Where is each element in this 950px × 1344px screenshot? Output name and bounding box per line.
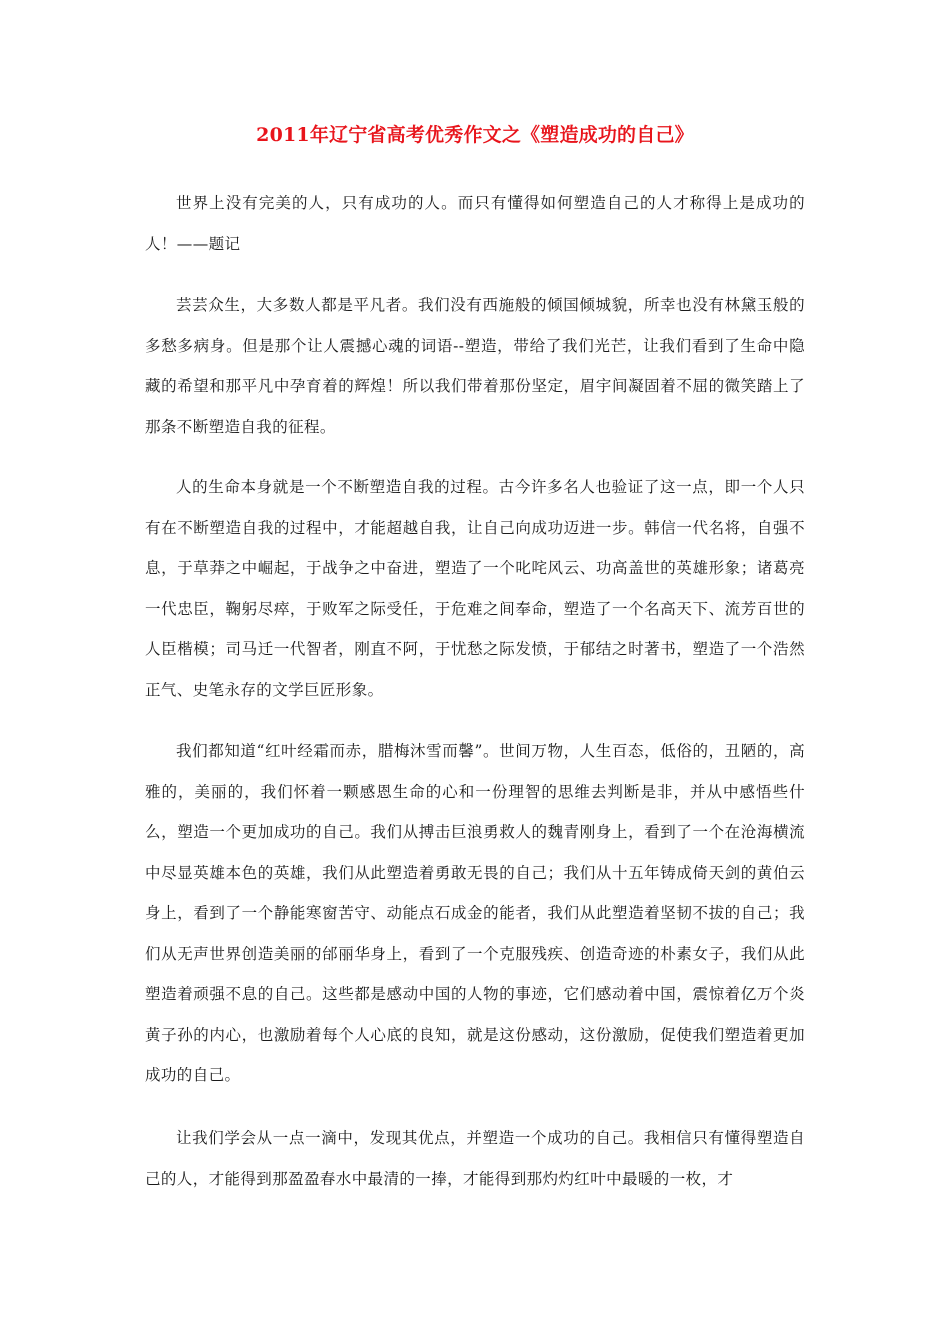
paragraph-conclusion: 让我们学会从一点一滴中，发现其优点，并塑造一个成功的自己。我相信只有懂得塑造自己的人，才能得到那盈盈春水中最清的一捧，才能得到那灼灼红叶中最暖的一枚，才 (145, 1129, 805, 1188)
paragraph-intro: 芸芸众生，大多数人都是平凡者。我们没有西施般的倾国倾城貌，所幸也没有林黛玉般的多愁多病身。但是那个让人震撼心魂的词语--塑造，带给了我们光芒，让我们看到了生命中隐藏的希望和那平凡中孕育着的辉煌！所以我们带着那份坚定，眉宇间凝固着不屈的微笑踏上了那条不断塑造自我的征程。 (145, 296, 805, 436)
document-title: 2011年辽宁省高考优秀作文之《塑造成功的自己》 (256, 124, 694, 146)
paragraph-epigraph: 世界上没有完美的人，只有成功的人。而只有懂得如何塑造自己的人才称得上是成功的人！——题记 (145, 194, 805, 253)
paragraph-examples-modern: 我们都知道“红叶经霜而赤，腊梅沐雪而馨”。世间万物，人生百态，低俗的，丑陋的，高雅的，美丽的，我们怀着一颗感恩生命的心和一份理智的思维去判断是非，并从中感悟些什么，塑造一个更加成功的自己。我们从搏击巨浪勇救人的魏青刚身上，看到了一个在沧海横流中尽显英雄本色的英雄，我们从此塑造着勇敢无畏的自己；我们从十五年铸成倚天剑的黄伯云身上，看到了一个静能寒窗苦守、动能点石成金的能者，我们从此塑造着坚韧不拔的自己；我们从无声世界创造美丽的邰丽华身上，看到了一个克服残疾、创造奇迹的朴素女子，我们从此塑造着顽强不息的自己。这些都是感动中国的人物的事迹，它们感动着中国，震惊着亿万个炎黄子孙的内心，也激励着每个人心底的良知，就是这份感动，这份激励，促使我们塑造着更加成功的自己。 (145, 742, 805, 1084)
paragraph-examples-history: 人的生命本身就是一个不断塑造自我的过程。古今许多名人也验证了这一点，即一个人只有在不断塑造自我的过程中，才能超越自我，让自己向成功迈进一步。韩信一代名将，自强不息，于草莽之中崛起，于战争之中奋进，塑造了一个叱咤风云、功高盖世的英雄形象；诸葛亮一代忠臣，鞠躬尽瘁，于败军之际受任，于危难之间奉命，塑造了一个名高天下、流芳百世的人臣楷模；司马迁一代智者，刚直不阿，于忧愁之际发愤，于郁结之时著书，塑造了一个浩然正气、史笔永存的文学巨匠形象。 (145, 478, 805, 699)
